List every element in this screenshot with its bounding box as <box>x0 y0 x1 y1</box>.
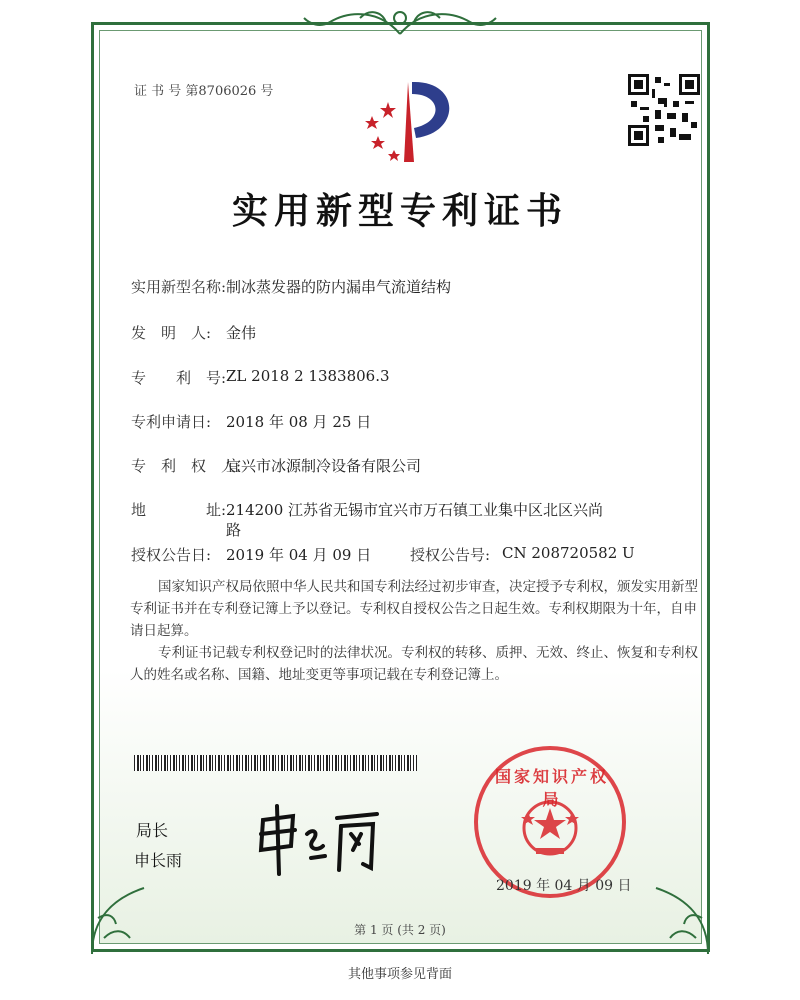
filing-date-label: 专利申请日: <box>131 413 212 431</box>
bottom-right-ornament <box>636 858 716 958</box>
inventor-value: 金伟 <box>226 324 257 342</box>
seal-date: 2019 年 04 月 09 日 <box>496 878 632 894</box>
certificate-number: 证 书 号 第8706026 号 <box>134 84 274 99</box>
grant-number-value: CN 208720582 U <box>502 544 635 562</box>
footer-note: 其他事项参见背面 <box>347 967 452 982</box>
cnipa-logo <box>350 72 465 167</box>
bottom-left-ornament <box>84 858 164 958</box>
handwritten-signature <box>255 800 385 880</box>
qr-code-icon <box>628 74 700 146</box>
barcode <box>134 755 417 771</box>
page-indicator: 第 1 页 (共 2 页) <box>354 923 446 937</box>
inventor-label: 发 明 人: <box>131 324 212 342</box>
patentee-value: 宜兴市冰源制冷设备有限公司 <box>226 457 422 475</box>
utility-name-label: 实用新型名称: <box>131 278 227 296</box>
address-label: 地 址: <box>131 501 227 519</box>
patentee-label: 专 利 权 人: <box>131 457 242 475</box>
grant-date-value: 2019 年 04 月 09 日 <box>226 546 372 564</box>
patent-number-value: ZL 2018 2 1383806.3 <box>226 367 390 385</box>
address-value-line1: 214200 江苏省无锡市宜兴市万石镇工业集中区北区兴尚 <box>226 501 604 519</box>
statement-paragraph-1: 国家知识产权局依照中华人民共和国专利法经过初步审查，决定授予专利权，颁发实用新型专利证书并在专利登记簿上予以登记。专利权自授权公告之日起生效。专利权期限为十年，自申请日起算。 <box>130 579 698 639</box>
grant-number-label: 授权公告号: <box>410 546 491 564</box>
address-value-line2: 路 <box>226 521 242 539</box>
certificate-title: 实用新型专利证书 <box>231 191 568 232</box>
patent-number-label: 专 利 号: <box>131 369 227 387</box>
top-floral-ornament <box>300 4 500 40</box>
statement-paragraph-2: 专利证书记载专利权登记时的法律状况。专利权的转移、质押、无效、终止、恢复和专利权人的姓名或名称、国籍、地址变更等事项记载在专利登记簿上。 <box>130 645 698 683</box>
utility-name-value: 制冰蒸发器的防内漏串气流道结构 <box>226 278 452 296</box>
grant-date-label: 授权公告日: <box>131 546 212 564</box>
signer-name: 申长雨 <box>134 851 183 870</box>
signer-title: 局长 <box>136 821 169 840</box>
filing-date-value: 2018 年 08 月 25 日 <box>226 413 372 431</box>
seal-text: 国家知识产权局 <box>494 767 609 809</box>
